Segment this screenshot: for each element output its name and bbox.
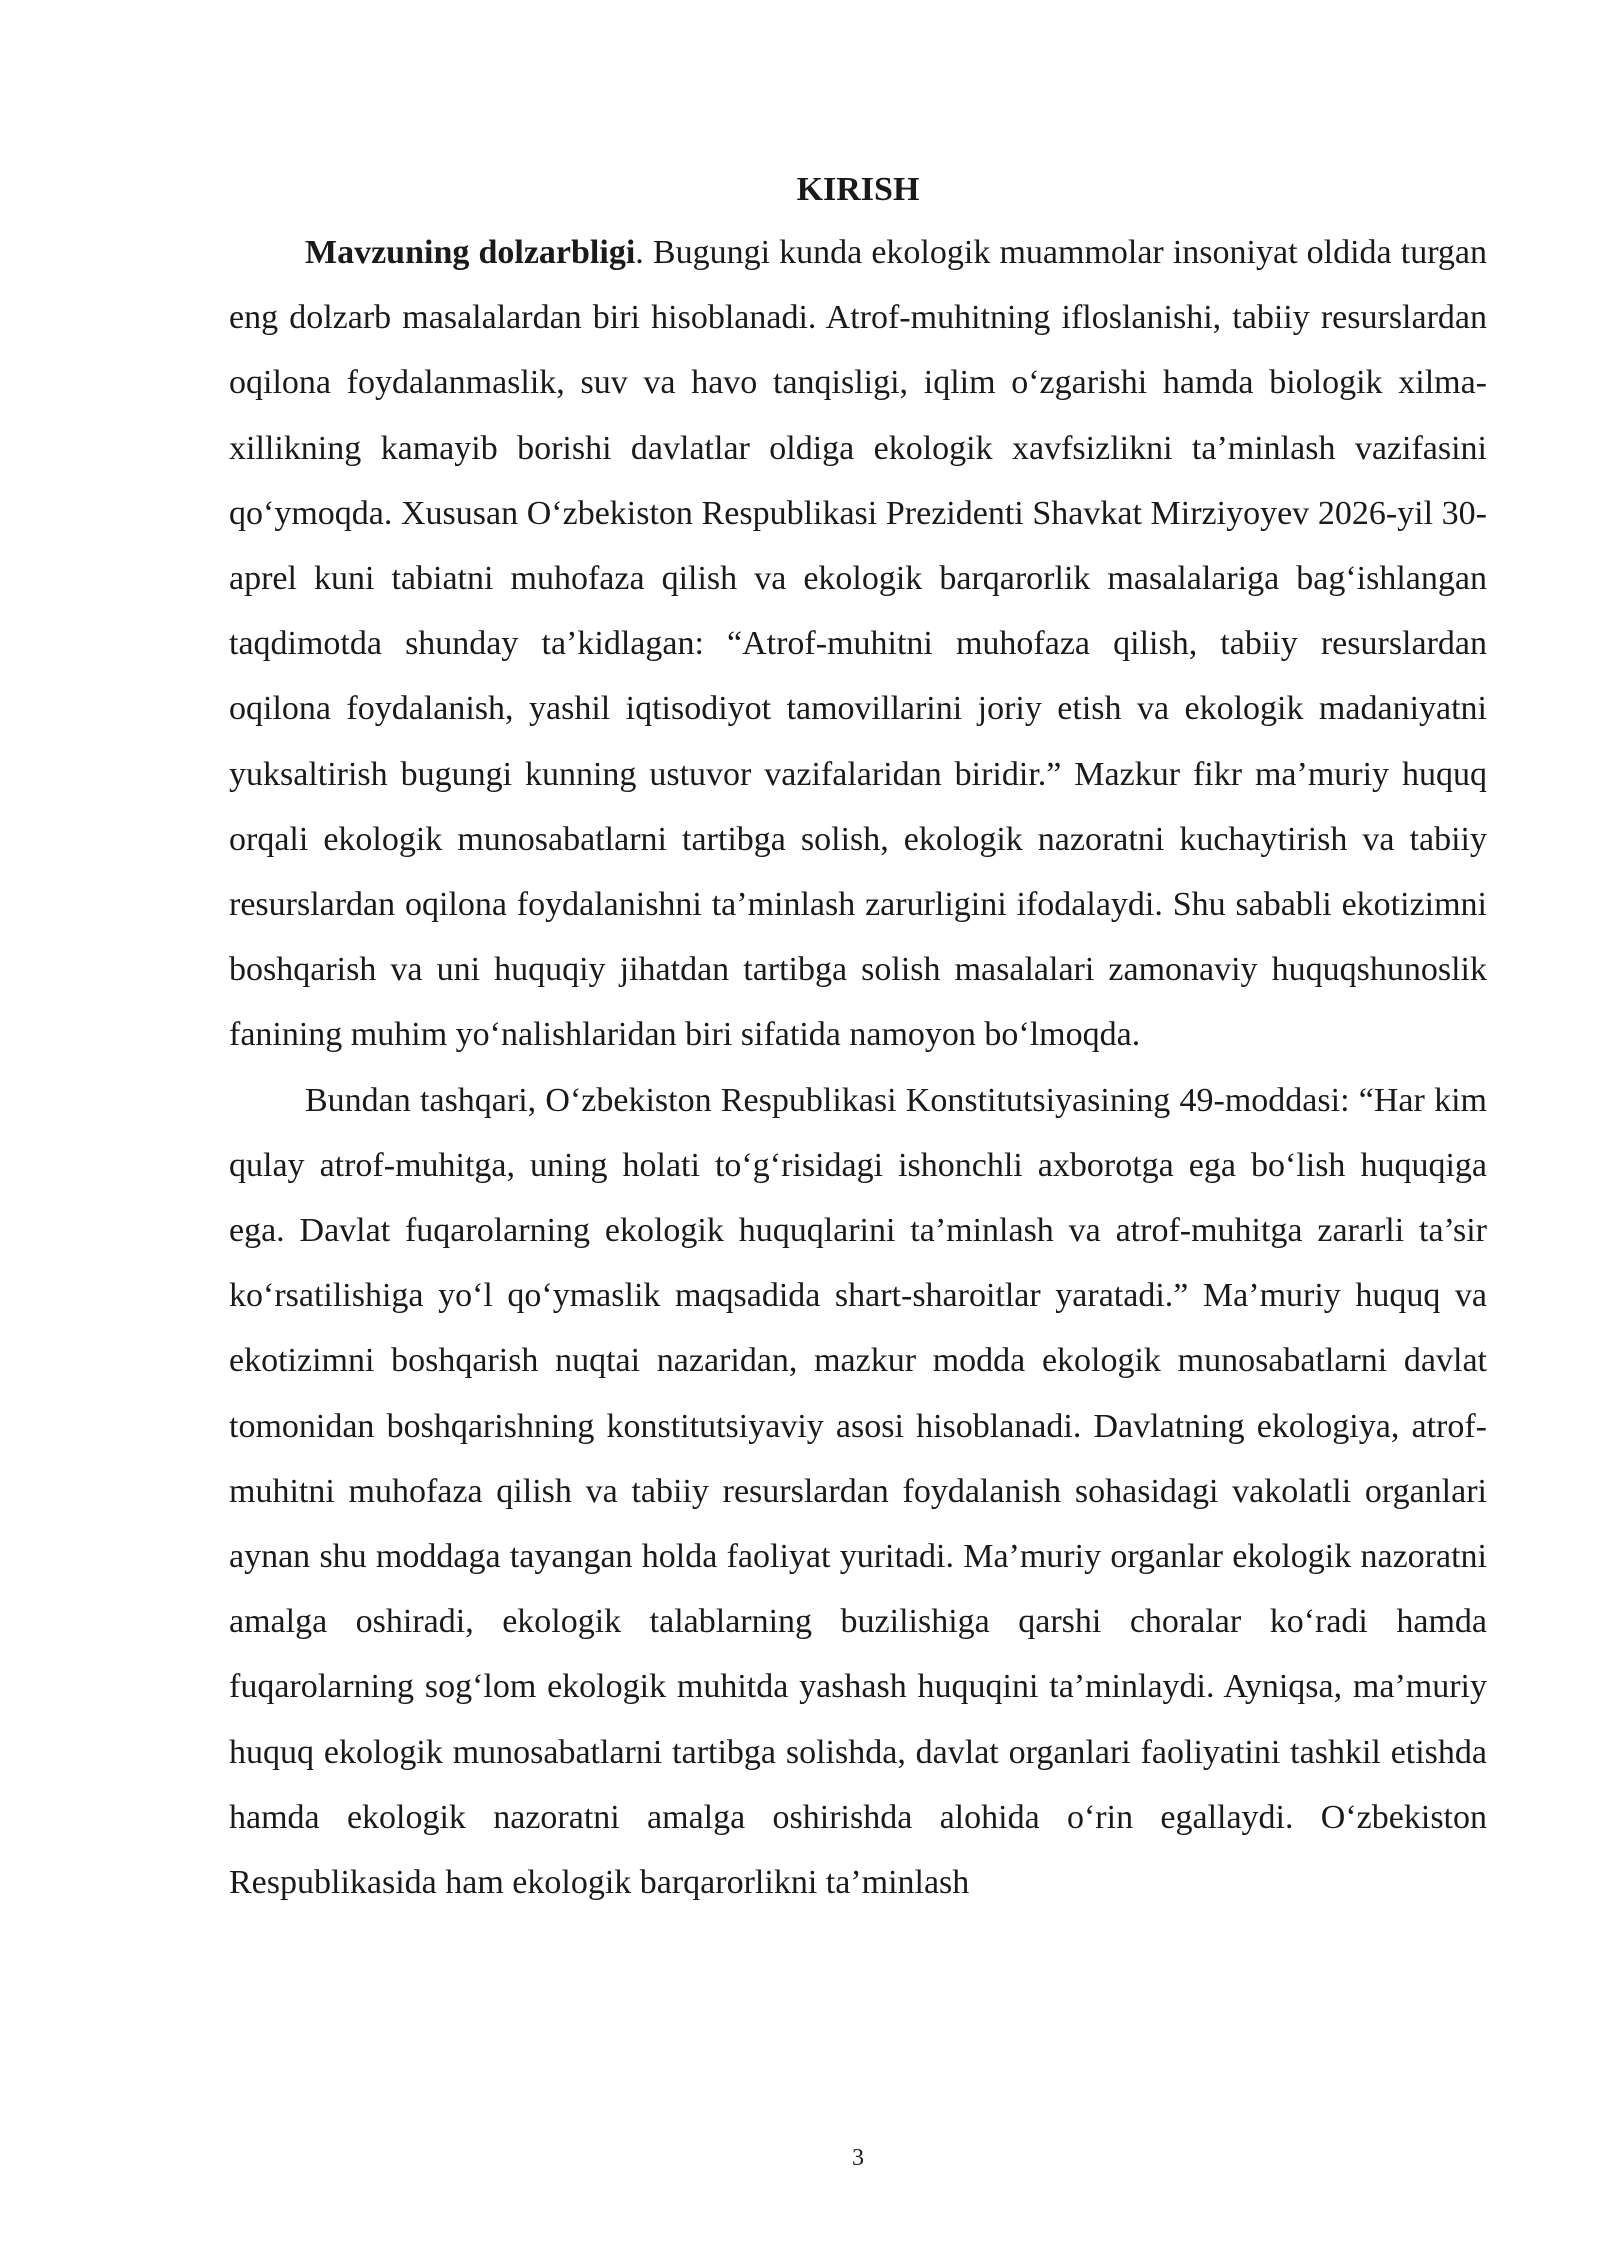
section-title: KIRISH — [796, 171, 920, 208]
paragraph-relevance-text: . Bugungi kunda ekologik muammolar insoniyat oldida turgan eng dolzarb masalalardan biri hisoblanadi. Atrof-muhitning ifloslanishi, tabiiy resurslardan oqilona foydalanmaslik, suv va havo tanqisligi, iqlim o‘zgarishi hamda biologik xilma-xillikning kamayib borishi davlatlar oldiga ekologik xavfsizlikni ta’minlash vazifasini qo‘ymoqda. Xususan O‘zbekiston Respublikasi Prezidenti Shavkat Mirziyoyev 2026-yil 30-aprel kuni tabiatni muhofaza qilish va ekologik barqarorlik masalalariga bag‘ishlangan taqdimotda shunday ta’kidlagan: “Atrof-muhitni muhofaza qilish, tabiiy resurslardan oqilona foydalanish, yashil iqtisodiyot tamovillarini joriy etish va ekologik madaniyatni yuksaltirish bugungi kunning ustuvor vazifalaridan biridir.” Mazkur fikr ma’muriy huquq orqali ekologik munosabatlarni tartibga solish, ekologik nazoratni kuchaytirish va tabiiy resurslardan oqilona foydalanishni ta’minlash zarurligini ifodalaydi. Shu sababli ekotizimni boshqarish va uni huquqiy jihatdan tartibga solish masalalari zamonaviy huquqshunoslik fanining muhim yo‘nalishlaridan biri sifatida namoyon bo‘lmoqda. — [229, 234, 1487, 1054]
page-content — [229, 160, 1487, 1915]
paragraph-constitution: Bundan tashqari, O‘zbekiston Respublikasi Konstitutsiyasining 49-moddasi: “Har kim qulay atrof-muhitga, uning holati to‘g‘risidagi ishonchli axborotga ega bo‘lish huquqiga ega. Davlat fuqarolarning ekologik huquqlarini ta’minlash va atrof-muhitga zararli ta’sir ko‘rsatilishiga yo‘l qo‘ymaslik maqsadida shart-sharoitlar yaratadi.” Ma’muriy huquq va ekotizimni boshqarish nuqtai nazaridan, mazkur modda ekologik munosabatlarni davlat tomonidan boshqarishning konstitutsiyaviy asosi hisoblanadi. Davlatning ekologiya, atrof-muhitni muhofaza qilish va tabiiy resurslardan foydalanish sohasidagi vakolatli organlari aynan shu moddaga tayangan holda faoliyat yuritadi. Ma’muriy organlar ekologik nazoratni amalga oshiradi, ekologik talablarning buzilishiga qarshi choralar ko‘radi hamda fuqarolarning sog‘lom ekologik muhitda yashash huquqini ta’minlaydi. Ayniqsa, ma’muriy huquq ekologik munosabatlarni tartibga solishda, davlat organlari faoliyatini tashkil etishda hamda ekologik nazoratni amalga oshirishda alohida o‘rin egallaydi. O‘zbekiston Respublikasida ham ekologik barqarorlikni ta’minlash — [229, 1081, 1487, 1902]
paragraph-relevance — [229, 220, 1487, 1068]
page-number: 3 — [852, 2145, 864, 2171]
paragraph-lead-bold: Mavzuning dolzarbligi — [305, 234, 636, 271]
